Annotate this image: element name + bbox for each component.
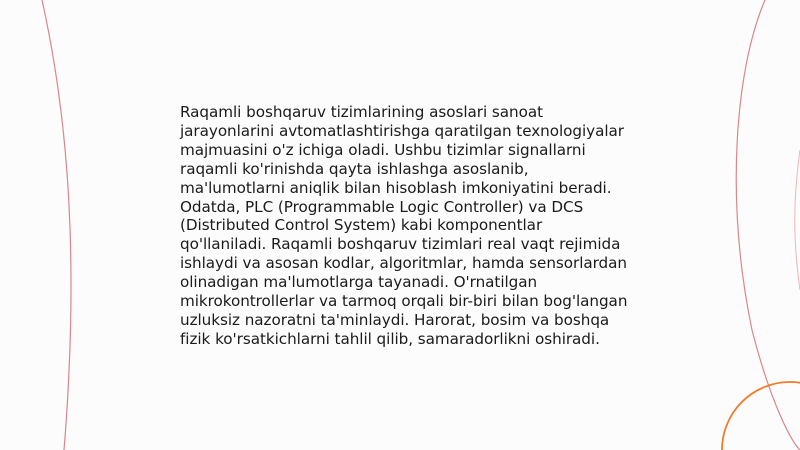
body-paragraph: Raqamli boshqaruv tizimlarining asoslari sanoat jarayonlarini avtomatlashtirishga qaratilgan texnologiyalar majmuasini o'z ichiga oladi. Ushbu tizimlar signallarni raqamli ko'rinishda qayta ishlashga asoslanib, ma'lumotlarni aniqlik bilan hisoblash imkoniyatini beradi. Odatda, PLC (Programmable Logic Controller) va DCS (Distributed Control System) kabi komponentlar qo'llaniladi. Raqamli boshqaruv tizimlari real vaqt rejimida ishlaydi va asosan kodlar, algoritmlar, hamda sensorlardan olinadigan ma'lumotlarga tayanadi. O'rnatilgan mikrokontrollerlar va tarmoq orqali bir-biri bilan bog'langan uzluksiz nazoratni ta'minlaydi. Harorat, bosim va boshqa fizik ko'rsatkichlarni tahlil qilib, samaradorlikni oshiradi. <box>180 103 628 348</box>
right-edge-curve <box>795 150 800 290</box>
accent-ring <box>722 382 800 450</box>
left-decorative-curve <box>42 0 71 450</box>
